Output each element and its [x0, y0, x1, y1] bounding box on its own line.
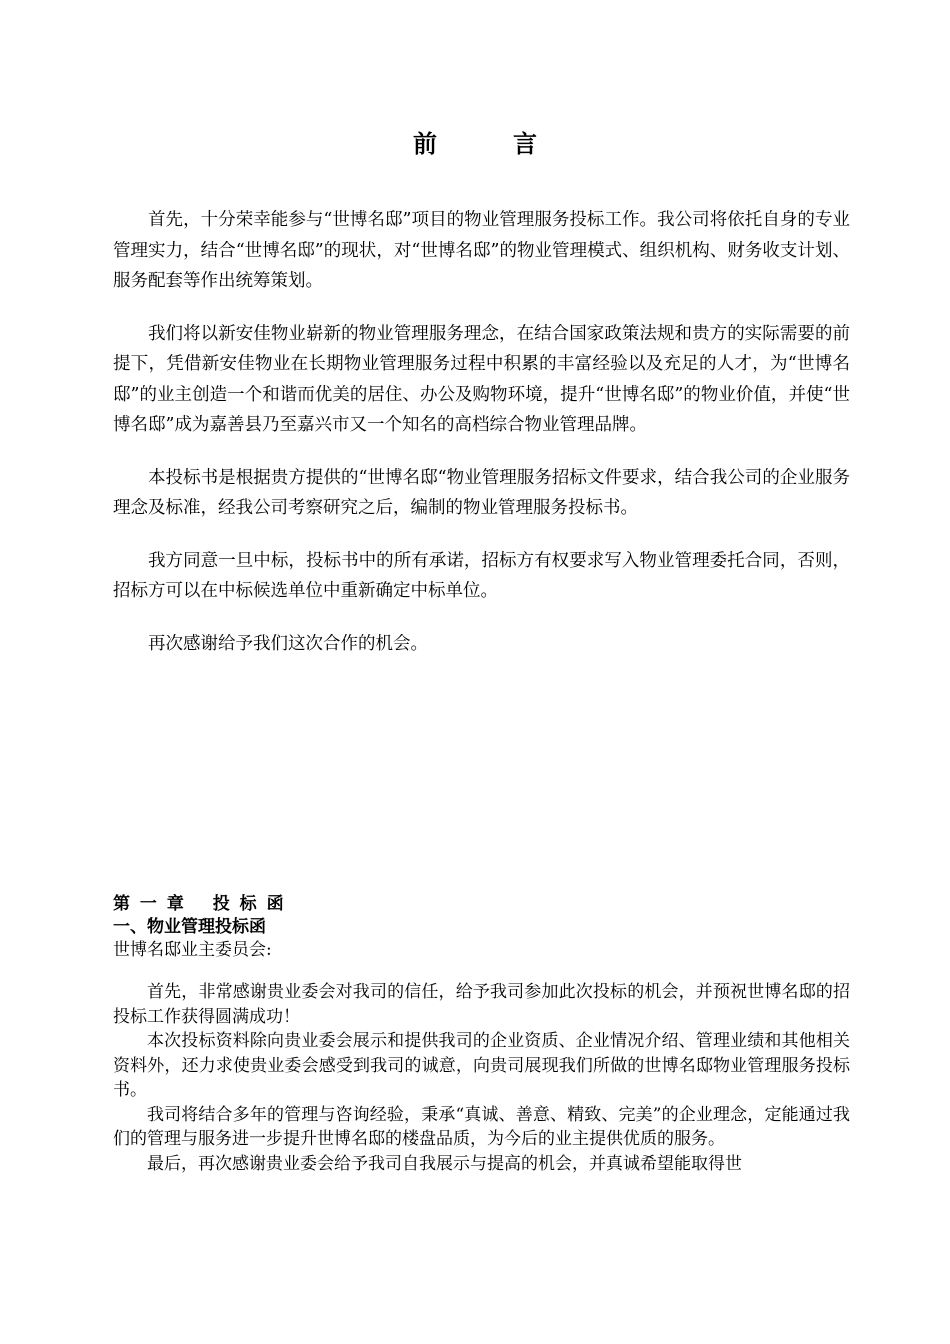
chapter-section	[113, 893, 850, 1176]
letter-paragraph: 本次投标资料除向贵业委会展示和提供我司的企业资质、企业情况介绍、管理业绩和其他相关资料外，还力求使贵业委会感受到我司的诚意，向贵司展现我们所做的世博名邸物业管理服务投标书。	[113, 1031, 850, 1100]
letter-paragraph: 我司将结合多年的管理与咨询经验，秉承“真诚、善意、精致、完美”的企业理念，定能通过我们的管理与服务进一步提升世博名邸的楼盘品质，为今后的业主提供优质的服务。	[113, 1104, 850, 1149]
section-title: 一、物业管理投标函	[113, 917, 266, 937]
preface-paragraph: 再次感谢给予我们这次合作的机会。	[148, 633, 428, 654]
letter-addressee: 世博名邸业主委员会:	[113, 940, 272, 960]
letter-paragraph: 最后，再次感谢贵业委会给予我司自我展示与提高的机会，并真诚希望能取得世	[147, 1153, 742, 1174]
preface-paragraph: 本投标书是根据贵方提供的“世博名邸“物业管理服务招标文件要求，结合我公司的企业服务理念及标准，经我公司考察研究之后，编制的物业管理服务投标书。	[113, 467, 850, 518]
letter-paragraph: 首先，非常感谢贵业委会对我司的信任，给予我司参加此次投标的机会，并预祝世博名邸的招投标工作获得圆满成功！	[113, 982, 850, 1027]
preface-paragraph: 我们将以新安佳物业崭新的物业管理服务理念，在结合国家政策法规和贵方的实际需要的前提下，凭借新安佳物业在长期物业管理服务过程中积累的丰富经验以及充足的人才，为“世博名邸”的业主创造一个和谐而优美的居住、办公及购物环境，提升“世博名邸”的物业价值，并使“世博名邸”成为嘉善县乃至嘉兴市又一个知名的高档综合物业管理品牌。	[113, 323, 850, 435]
preface-title: 前 言	[413, 129, 563, 158]
chapter-title: 第 一 章 投 标 函	[113, 894, 286, 914]
preface-body	[113, 205, 850, 681]
preface-paragraph: 首先，十分荣幸能参与“世博名邸”项目的物业管理服务投标工作。我公司将依托自身的专业管理实力，结合“世博名邸”的现状，对“世博名邸”的物业管理模式、组织机构、财务收支计划、服务配套等作出统筹策划。	[113, 210, 850, 291]
preface-paragraph: 我方同意一旦中标，投标书中的所有承诺，招标方有权要求写入物业管理委托合同，否则，招标方可以在中标候选单位中重新确定中标单位。	[113, 550, 850, 601]
